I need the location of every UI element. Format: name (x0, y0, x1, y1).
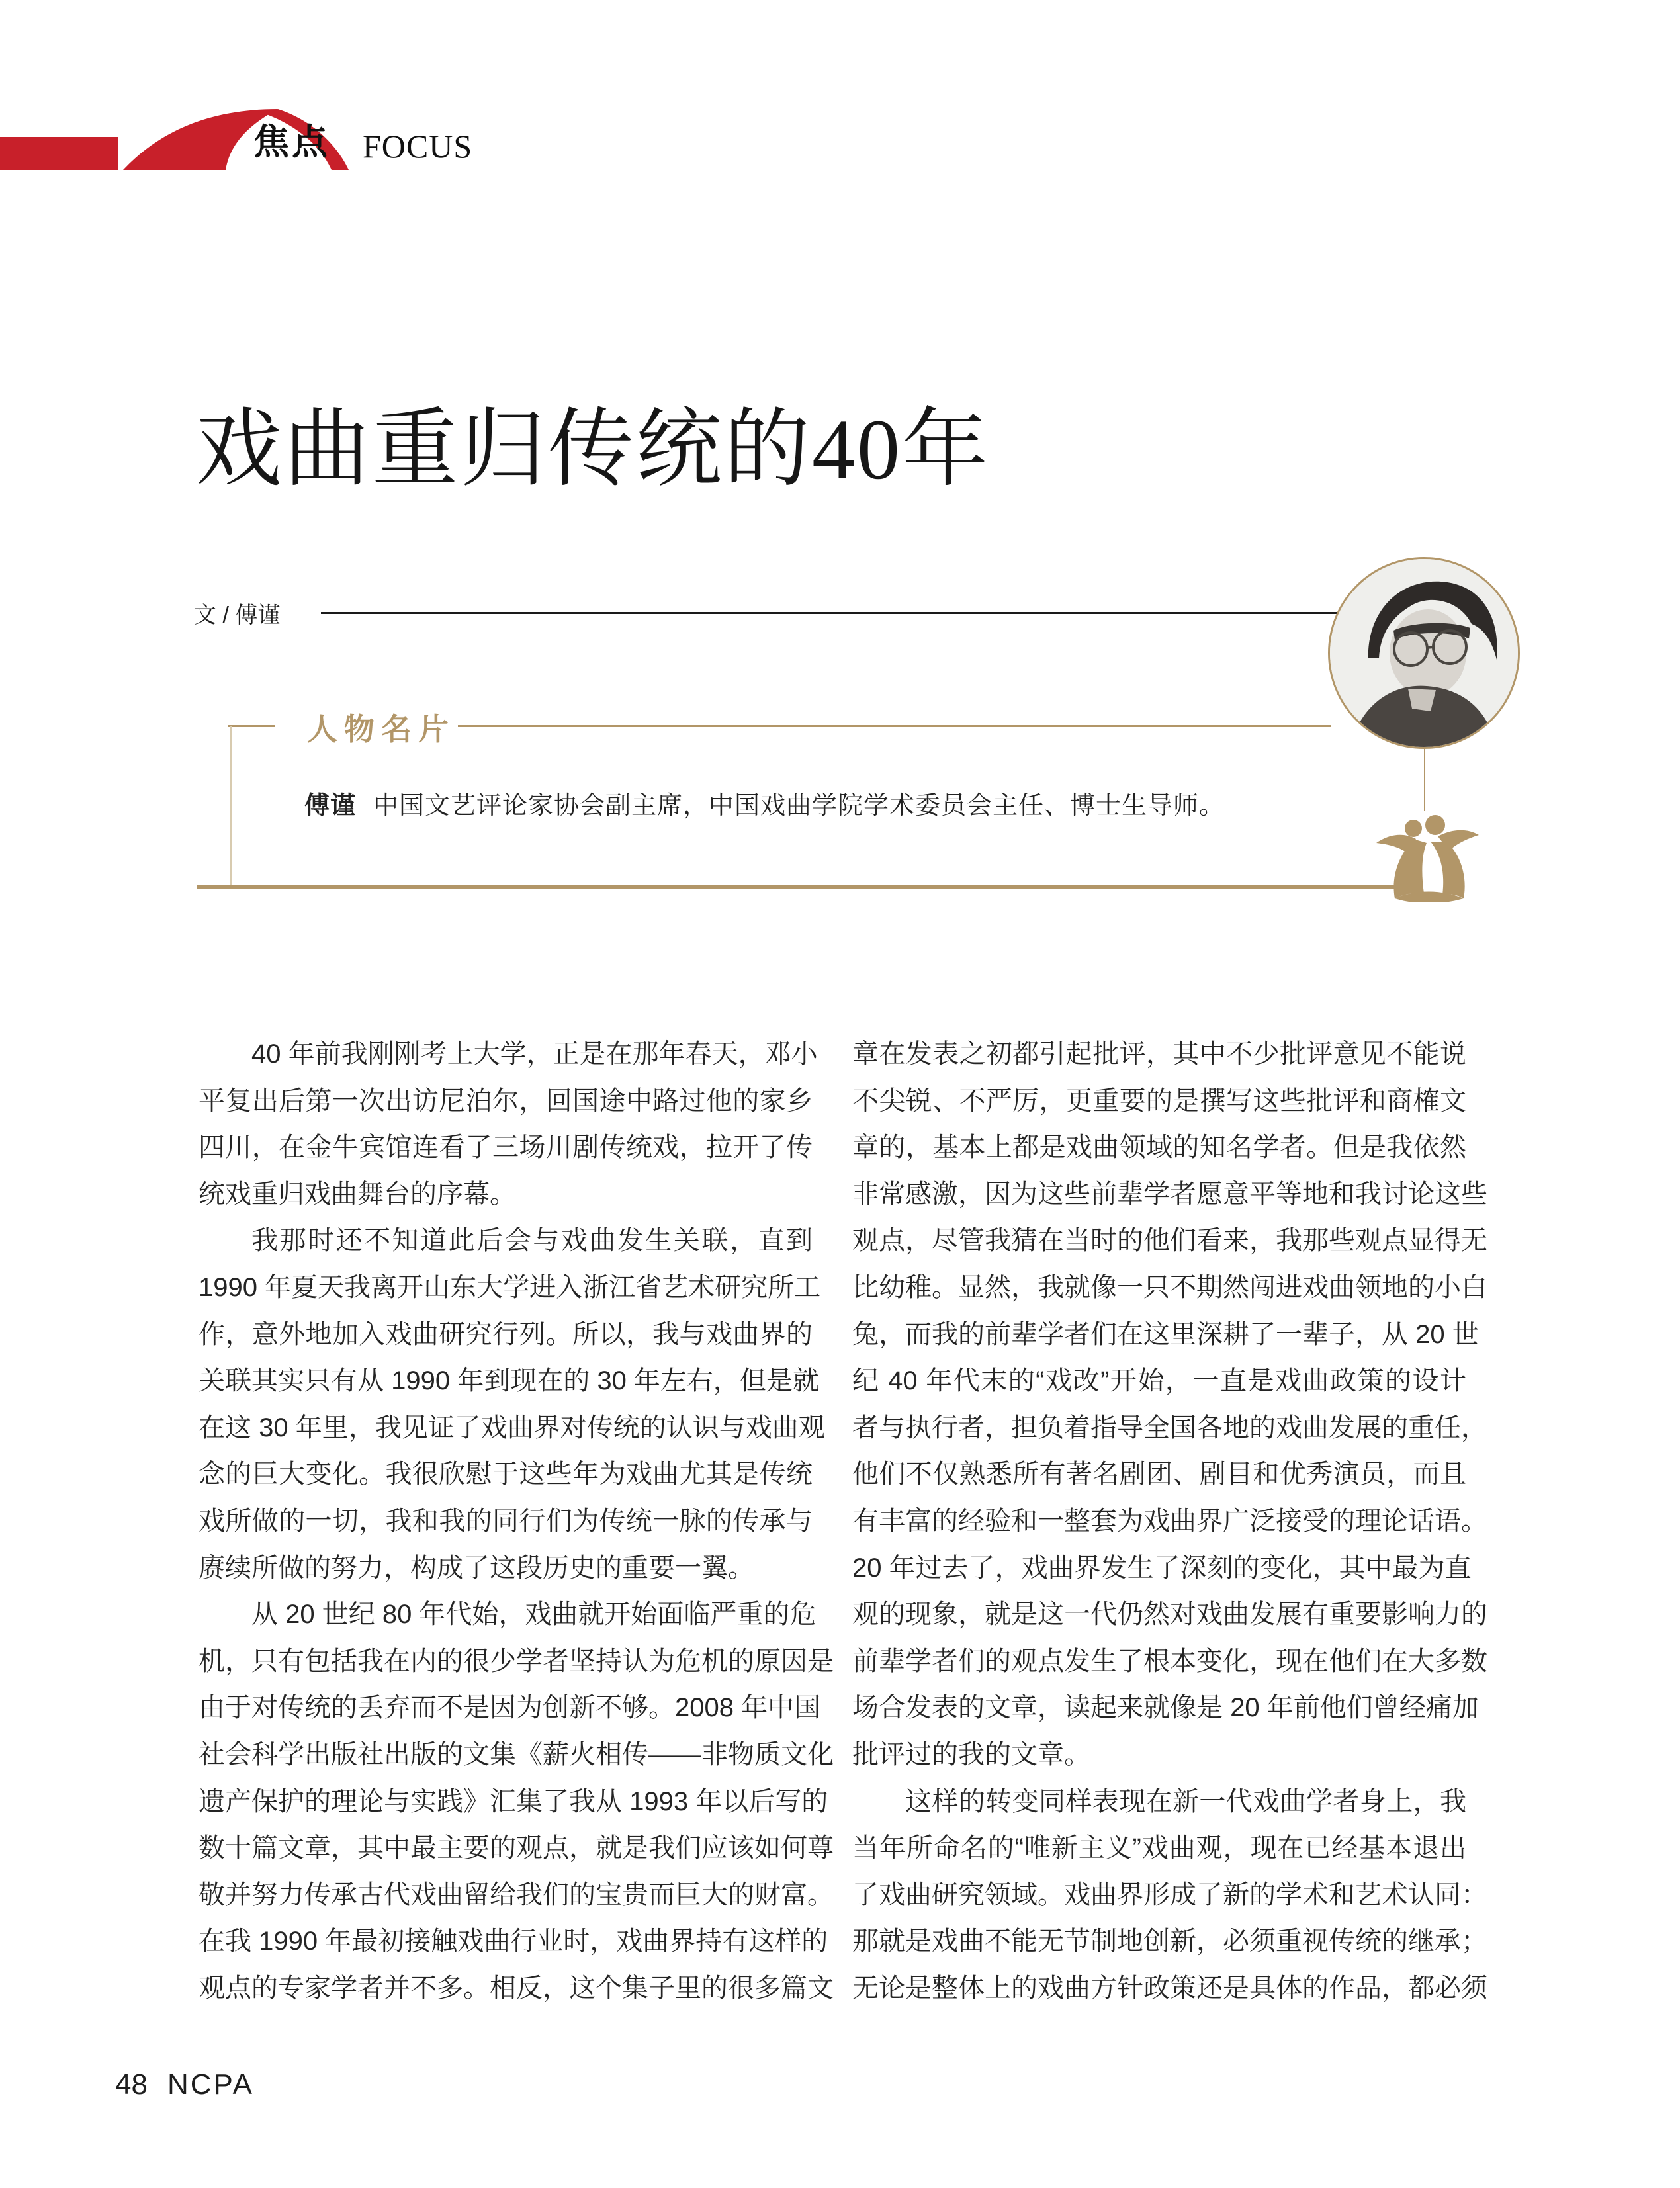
body-line: 40 年前我刚刚考上大学，正是在那年春天，邓小 (251, 1039, 818, 1069)
body-line: 前辈学者们的观点发生了根本变化，现在他们在大多数 (852, 1646, 1487, 1676)
body-line: 机，只有包括我在内的很少学者坚持认为危机的原因是 (199, 1646, 834, 1676)
body-column-right (852, 1031, 1487, 2011)
author-description: 中国文艺评论家协会副主席，中国戏曲学院学术委员会主任、博士生导师。 (373, 792, 1225, 820)
body-line: 遗产保护的理论与实践》汇集了我从 1993 年以后写的 (199, 1786, 828, 1816)
body-line: 当年所命名的“唯新主义”戏曲观，现在已经基本退出 (852, 1833, 1466, 1863)
body-line: 在我 1990 年最初接触戏曲行业时，戏曲界持有这样的 (199, 1927, 828, 1956)
body-line: 赓续所做的努力，构成了这段历史的重要一翼。 (199, 1553, 754, 1583)
byline: 文 / 傅谨 (194, 603, 281, 628)
body-line: 敬并努力传承古代戏曲留给我们的宝贵而巨大的财富。 (199, 1880, 834, 1909)
body-line: 批评过的我的文章。 (852, 1739, 1090, 1769)
section-title-en: FOCUS (363, 128, 473, 165)
author-name: 傅谨 (304, 792, 357, 820)
card-top-rule (458, 725, 1331, 727)
body-line: 观点的专家学者并不多。相反，这个集子里的很多篇文 (199, 1973, 834, 2003)
body-line: 非常感激，因为这些前辈学者愿意平等地和我讨论这些 (852, 1179, 1487, 1209)
body-line: 关联其实只有从 1990 年到现在的 30 年左右，但是就 (199, 1366, 819, 1396)
body-line: 他们不仅熟悉所有著名剧团、剧目和优秀演员，而且 (852, 1460, 1466, 1489)
body-line: 在这 30 年里，我见证了戏曲界对传统的认识与戏曲观 (199, 1413, 825, 1442)
body-line: 有丰富的经验和一整套为戏曲界广泛接受的理论话语。 (852, 1506, 1487, 1536)
page-number: 48 (115, 2068, 148, 2101)
byline-rule (321, 612, 1350, 614)
body-line: 作，意外地加入戏曲研究行列。所以，我与戏曲界的 (199, 1319, 813, 1349)
body-line: 章的，基本上都是戏曲领域的知名学者。但是我依然 (852, 1133, 1466, 1162)
body-line: 观点，尽管我猜在当时的他们看来，我那些观点显得无 (852, 1226, 1487, 1256)
body-line: 四川，在金牛宾馆连看了三场川剧传统戏，拉开了传 (199, 1133, 813, 1162)
card-corner-line (228, 725, 275, 727)
body-line: 数十篇文章，其中最主要的观点，就是我们应该如何尊 (199, 1833, 834, 1863)
author-photo (1328, 557, 1520, 749)
body-line: 戏所做的一切，我和我的同行们为传统一脉的传承与 (199, 1506, 813, 1536)
page-footer (115, 2068, 254, 2101)
body-line: 章在发表之初都引起批评，其中不少批评意见不能说 (852, 1039, 1466, 1069)
body-line: 统戏重归戏曲舞台的序幕。 (199, 1179, 516, 1209)
body-line: 念的巨大变化。我很欣慰于这些年为戏曲尤其是传统 (199, 1460, 813, 1489)
photo-stem-line (1424, 749, 1425, 811)
body-line: 无论是整体上的戏曲方针政策还是具体的作品，都必须 (852, 1973, 1487, 2003)
body-line: 社会科学出版社出版的文集《薪火相传——非物质文化 (199, 1739, 834, 1769)
page-title: 戏曲重归传统的40年 (196, 402, 991, 498)
body-line: 由于对传统的丢弃而不是因为创新不够。2008 年中国 (199, 1693, 821, 1723)
body-line: 了戏曲研究领域。戏曲界形成了新的学术和艺术认同： (852, 1880, 1487, 1909)
profile-card-heading: 人物名片 (307, 713, 455, 746)
body-line: 这样的转变同样表现在新一代戏曲学者身上，我 (905, 1786, 1466, 1816)
footer-brand: NCPA (167, 2068, 254, 2101)
body-line: 纪 40 年代末的“戏改”开始，一直是戏曲政策的设计 (852, 1366, 1466, 1396)
body-line: 场合发表的文章，读起来就像是 20 年前他们曾经痛加 (852, 1693, 1479, 1723)
body-column-left (199, 1031, 834, 2011)
card-bottom-rule (197, 885, 1397, 889)
body-line: 比幼稚。显然，我就像一只不期然闯进戏曲领地的小白 (852, 1272, 1487, 1302)
card-left-rule (230, 726, 232, 888)
body-line: 从 20 世纪 80 年代始，戏曲就开始面临严重的危 (251, 1600, 817, 1630)
portrait-illustration-icon (1330, 559, 1518, 747)
body-line: 者与执行者，担负着指导全国各地的戏曲发展的重任， (852, 1413, 1487, 1442)
body-line: 那就是戏曲不能无节制地创新，必须重视传统的继承； (852, 1927, 1487, 1956)
body-line: 20 年过去了，戏曲界发生了深刻的变化，其中最为直 (852, 1553, 1472, 1583)
body-line: 1990 年夏天我离开山东大学进入浙江省艺术研究所工 (199, 1272, 821, 1302)
section-title-cn: 焦点 (253, 122, 330, 162)
profile-card-text (304, 785, 1225, 821)
body-line: 平复出后第一次出访尼泊尔，回国途中路过他的家乡 (199, 1086, 813, 1116)
banner-red-bar (0, 137, 118, 170)
body-line: 观的现象，就是这一代仍然对戏曲发展有重要影响力的 (852, 1600, 1487, 1630)
body-line: 我那时还不知道此后会与戏曲发生关联，直到 (251, 1226, 813, 1256)
body-line: 不尖锐、不严厉，更重要的是撰写这些批评和商榷文 (852, 1086, 1466, 1116)
body-line: 兔，而我的前辈学者们在这里深耕了一辈子，从 20 世 (852, 1319, 1479, 1349)
dancers-logo-icon (1375, 815, 1481, 902)
